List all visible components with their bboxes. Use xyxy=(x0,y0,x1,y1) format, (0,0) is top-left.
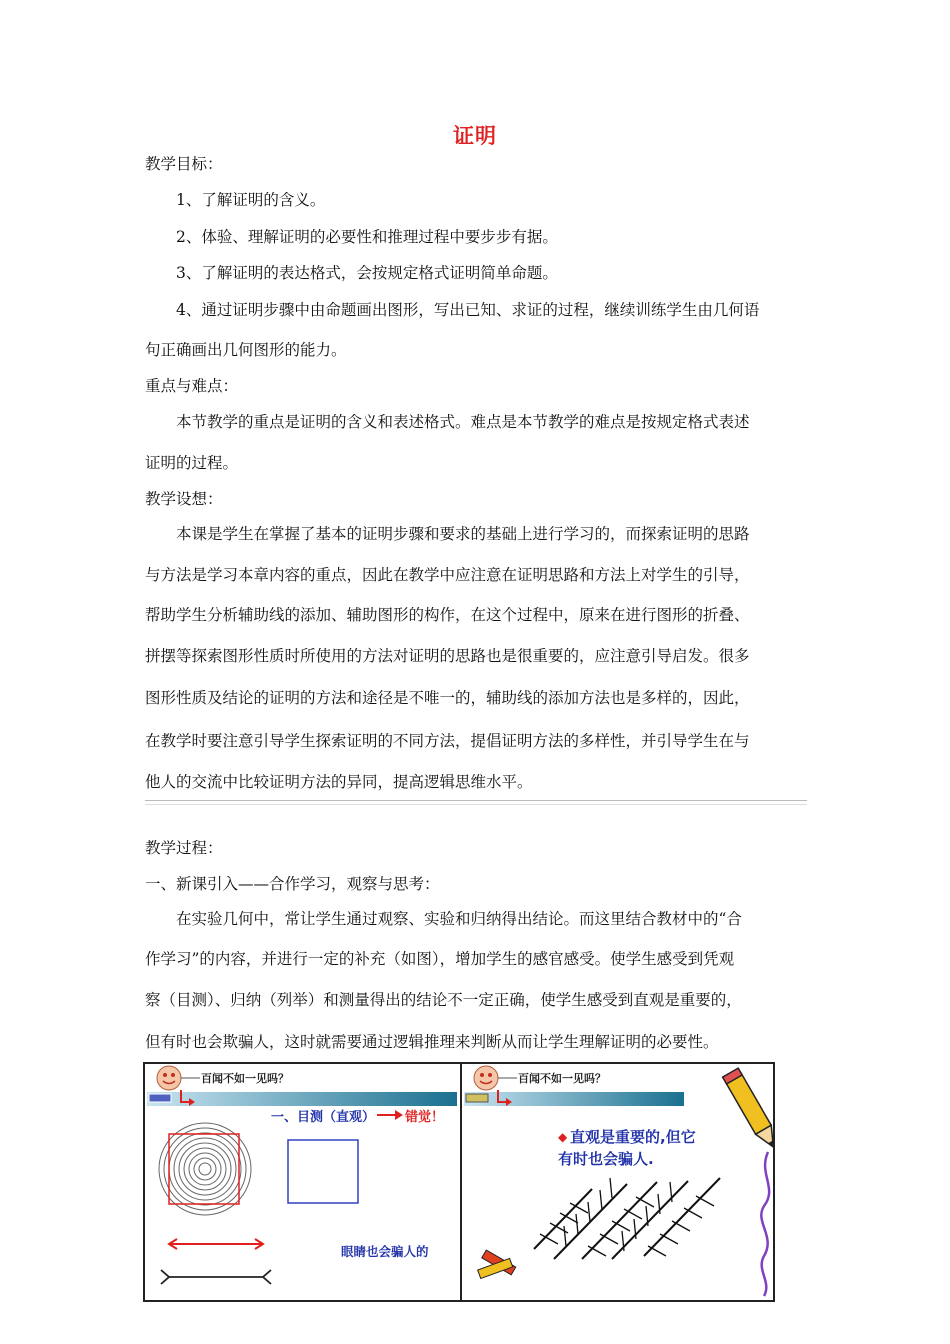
intro-line: 察（目测）、归纳（列举）和测量得出的结论不一定正确，使学生感受到直观是重要的， xyxy=(145,991,742,1009)
figure-panel-left xyxy=(145,1064,462,1300)
goal-item: 1、了解证明的含义。 xyxy=(176,191,326,209)
design-line: 帮助学生分析辅助线的添加、辅助图形的构作，在这个过程中，原来在进行图形的折叠、 xyxy=(145,606,750,624)
smiley-face-icon xyxy=(157,1066,181,1090)
zollner-illusion xyxy=(534,1178,720,1259)
illusion-label: 错觉！ xyxy=(405,1110,445,1125)
muller-lyer-line-bottom xyxy=(161,1270,271,1284)
intro-line: 在实验几何中，常让学生通过观察、实验和归纳得出结论。而这里结合教材中的“合 xyxy=(176,910,742,928)
red-arrow-icon xyxy=(377,1110,403,1120)
goal-item-continuation: 句正确画出几何图形的能力。 xyxy=(145,341,347,359)
banner-text: 百闻不如一见吗？ xyxy=(201,1072,289,1085)
muller-lyer-line-top xyxy=(169,1239,263,1249)
blue-square xyxy=(288,1140,358,1203)
figure-panel-right xyxy=(462,1064,777,1300)
design-line: 本课是学生在掌握了基本的证明步骤和要求的基础上进行学习的，而探索证明的思路 xyxy=(176,525,750,543)
section-divider xyxy=(145,800,807,805)
design-line: 拼摆等探索图形性质时所使用的方法对证明的思路也是很重要的，应注意引导启发。很多 xyxy=(145,647,750,665)
design-line: 与方法是学习本章内容的重点，因此在教学中应注意在证明思路和方法上对学生的引导， xyxy=(145,566,750,584)
focus-line: 证明的过程。 xyxy=(145,454,239,472)
intro-line: 作学习”的内容，并进行一定的补充（如图），增加学生的感官感受。使学生感受到凭观 xyxy=(145,950,735,968)
crayons-icon xyxy=(478,1250,516,1278)
goal-item: 3、了解证明的表达格式，会按规定格式证明简单命题。 xyxy=(176,264,558,282)
goal-item: 4、通过证明步骤中由命题画出图形，写出已知、求证的过程，继续训练学生由几何语 xyxy=(176,301,760,319)
intuition-text-line2: 有时也会骗人. xyxy=(558,1150,654,1168)
design-line: 图形性质及结论的证明的方法和途径是不唯一的，辅助线的添加方法也是多样的，因此， xyxy=(145,689,750,707)
smiley-face-icon xyxy=(474,1066,498,1090)
focus-line: 本节教学的重点是证明的含义和表述格式。难点是本节教学的难点是按规定格式表述 xyxy=(176,413,750,431)
goals-heading: 教学目标： xyxy=(145,155,223,173)
pencil-icon xyxy=(723,1068,775,1151)
design-line: 他人的交流中比较证明方法的异同，提高逻辑思维水平。 xyxy=(145,773,533,791)
left-panel-graphics xyxy=(145,1064,460,1300)
page-title: 证明 xyxy=(453,124,497,148)
illusion-figure xyxy=(143,1062,775,1302)
process-heading: 教学过程： xyxy=(145,839,223,857)
observation-heading: 一、目测（直观） xyxy=(271,1110,376,1125)
goal-item: 2、体验、理解证明的必要性和推理过程中要步步有据。 xyxy=(176,228,558,246)
focus-heading: 重点与难点： xyxy=(145,377,239,395)
caption-eyes-deceive: 眼睛也会骗人的 xyxy=(341,1244,429,1259)
purple-squiggle xyxy=(761,1152,769,1296)
design-heading: 教学设想： xyxy=(145,490,223,508)
design-line: 在教学时要注意引导学生探索证明的不同方法，提倡证明方法的多样性，并引导学生在与 xyxy=(145,732,750,750)
concentric-circles-illusion xyxy=(159,1123,251,1215)
banner-text: 百闻不如一见吗？ xyxy=(518,1072,606,1085)
right-panel-graphics xyxy=(462,1064,775,1300)
intro-heading: 一、新课引入——合作学习，观察与思考： xyxy=(145,875,440,893)
intro-line: 但有时也会欺骗人，这时就需要通过逻辑推理来判断从而让学生理解证明的必要性。 xyxy=(145,1033,719,1051)
intuition-text-line1: 直观是重要的,但它 xyxy=(570,1128,696,1146)
bullet-diamond-icon: ◆ xyxy=(558,1130,568,1144)
